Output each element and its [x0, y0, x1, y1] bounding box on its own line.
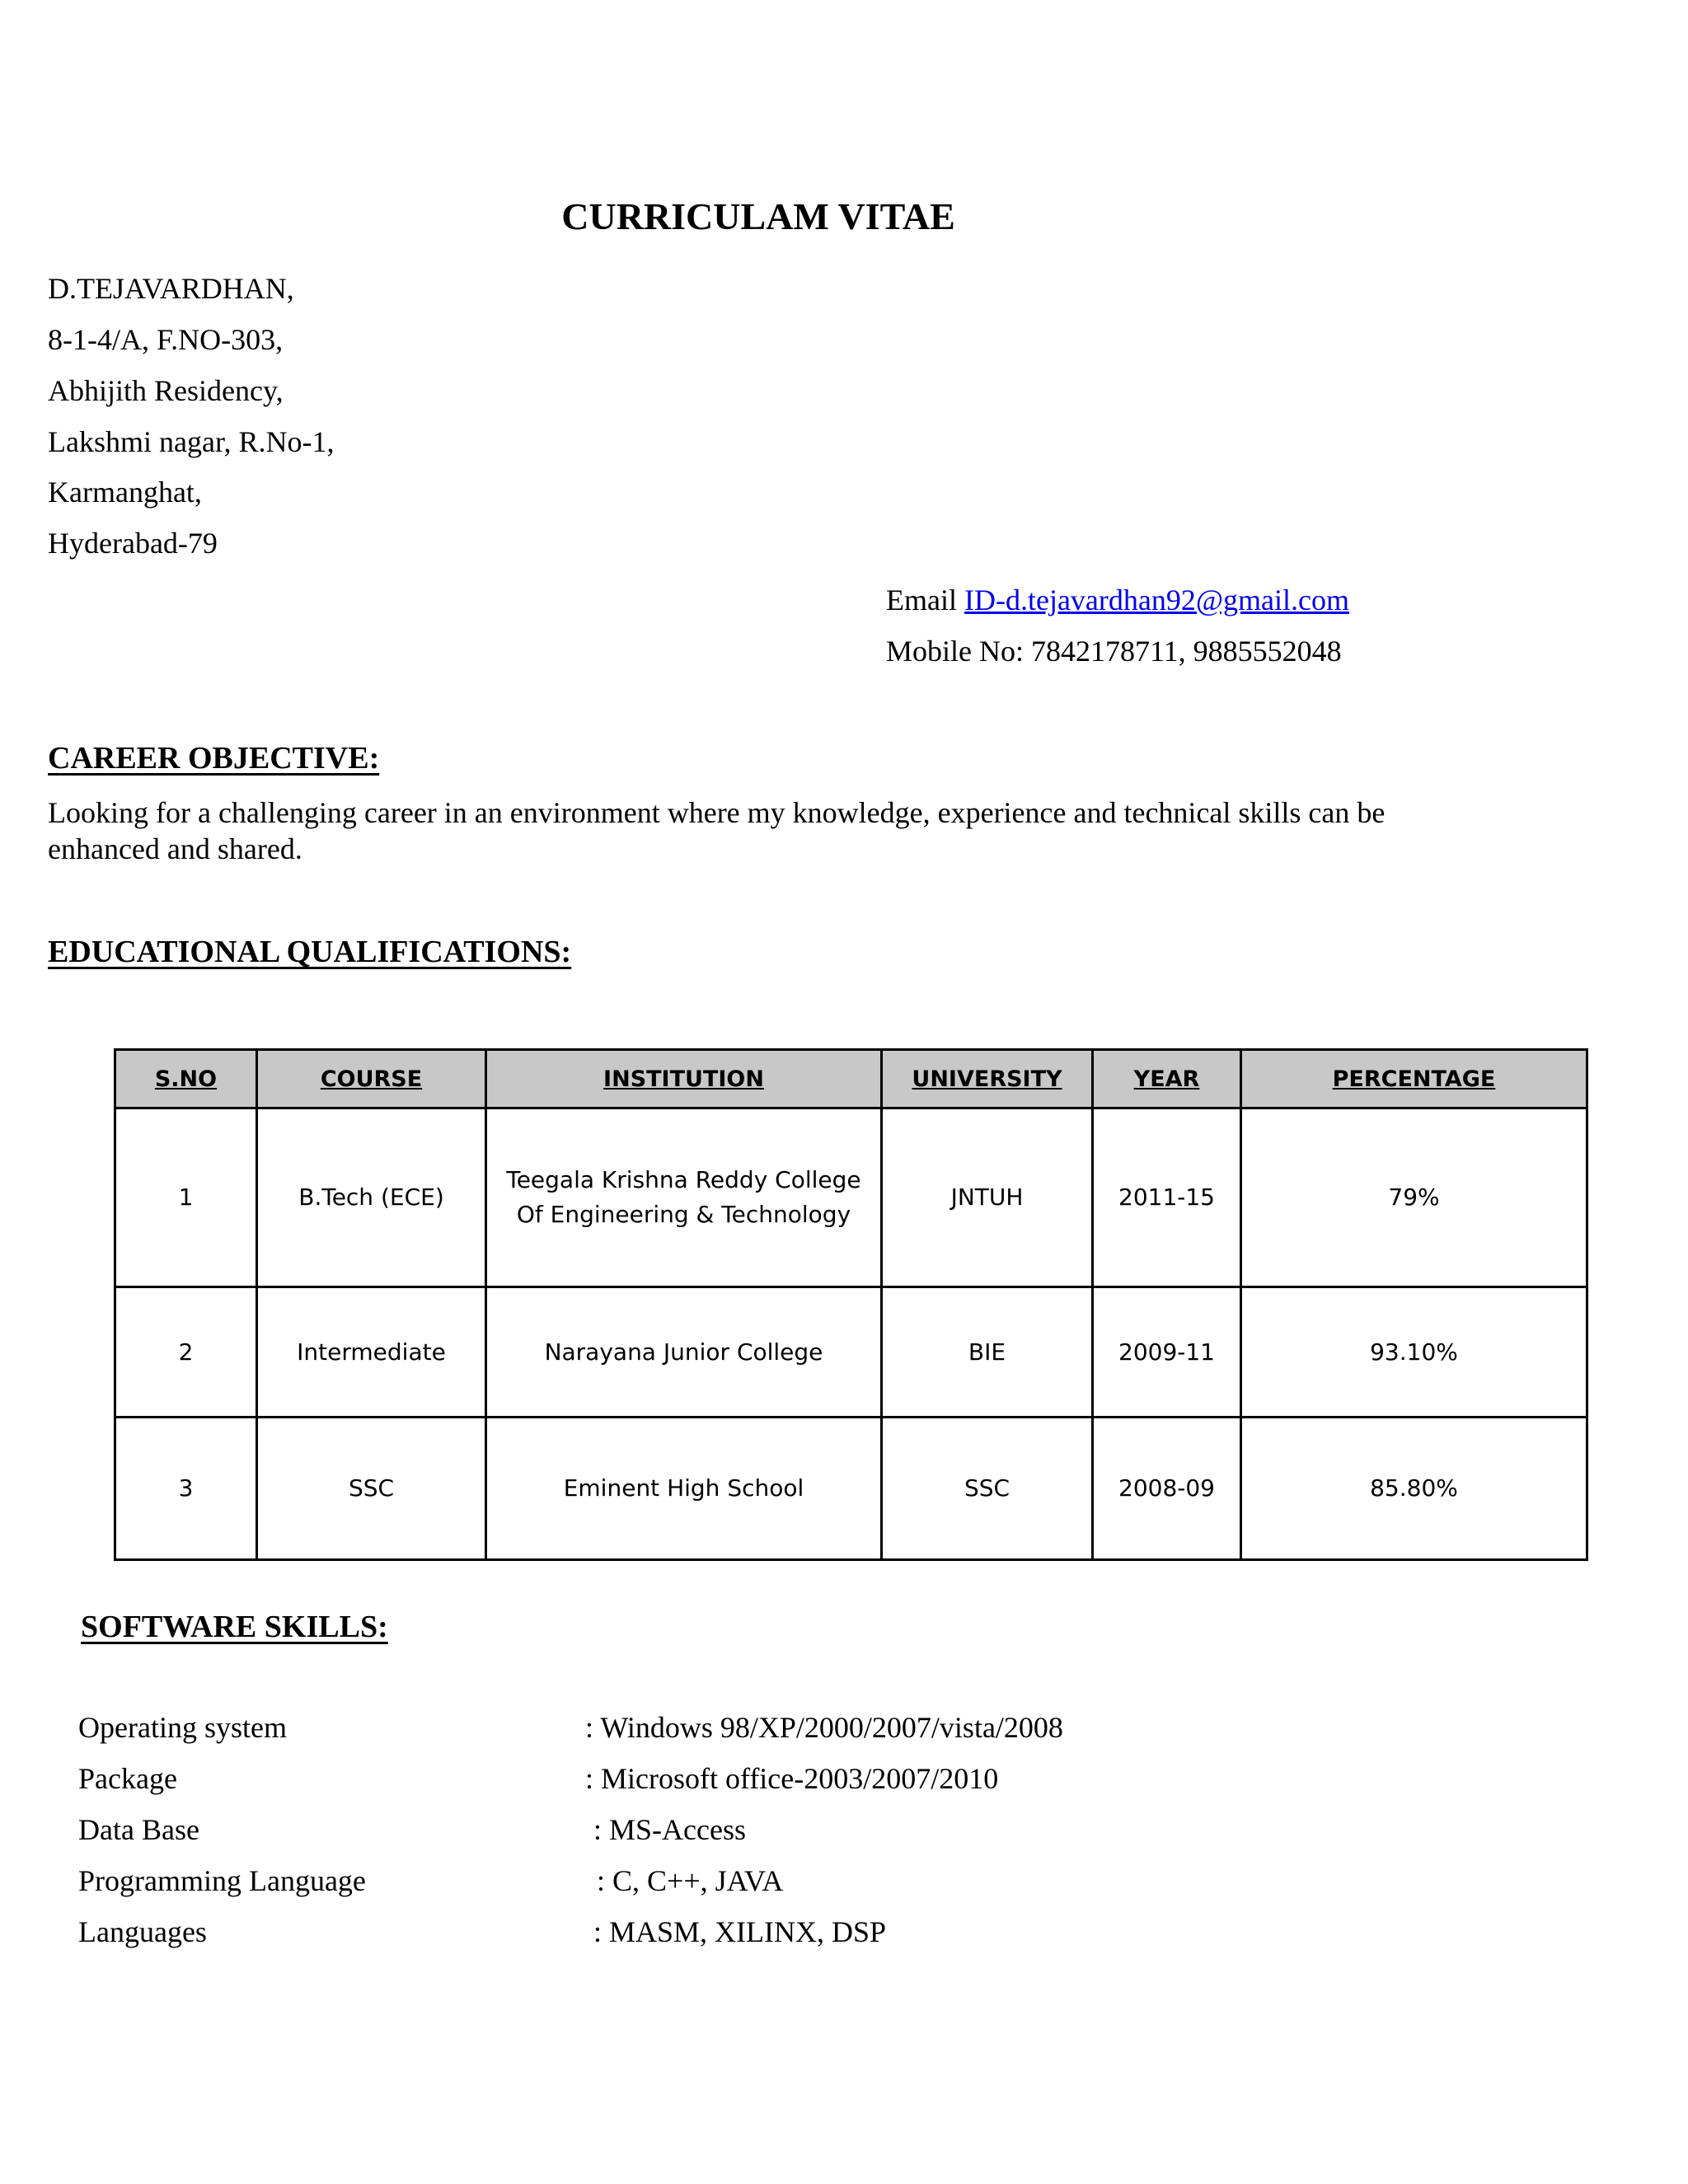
cell-university: SSC [882, 1418, 1093, 1560]
address-line-3: Lakshmi nagar, R.No-1, [48, 425, 335, 458]
cell-percentage: 79% [1241, 1108, 1587, 1287]
document-title: CURRICULAM VITAE [561, 195, 955, 237]
cell-year: 2009-11 [1093, 1287, 1241, 1418]
email-label: Email [886, 583, 964, 616]
col-header-institution: INSTITUTION [486, 1050, 882, 1108]
cell-sno: 2 [115, 1287, 257, 1418]
col-header-course: COURSE [257, 1050, 486, 1108]
skill-value-database: : MS-Access [593, 1813, 746, 1846]
skill-label-languages: Languages [78, 1915, 207, 1948]
cell-institution: Narayana Junior College [486, 1287, 882, 1418]
col-header-sno: S.NO [115, 1050, 257, 1108]
career-objective-text: Looking for a challenging career in an environment where my knowledge, experience and technical skills can be enhanced and shared. [48, 796, 1386, 865]
cell-institution [486, 1108, 882, 1287]
skill-label-database: Data Base [78, 1813, 199, 1846]
email-line [886, 583, 1349, 616]
cell-year: 2011-15 [1093, 1108, 1241, 1287]
address-line-5: Hyderabad-79 [48, 527, 218, 560]
skill-value-languages: : MASM, XILINX, DSP [593, 1915, 887, 1948]
candidate-name: D.TEJAVARDHAN, [48, 272, 294, 305]
cell-institution: Eminent High School [486, 1418, 882, 1560]
education-table [114, 1048, 1588, 1561]
skill-label-programming: Programming Language [78, 1864, 366, 1897]
table-row [115, 1108, 1587, 1287]
cell-sno: 3 [115, 1418, 257, 1560]
skill-label-package: Package [78, 1762, 177, 1795]
cell-course: Intermediate [257, 1287, 486, 1418]
skill-value-programming: : C, C++, JAVA [597, 1864, 784, 1897]
cell-university: JNTUH [882, 1108, 1093, 1287]
table-header-row [115, 1050, 1587, 1108]
cell-university: BIE [882, 1287, 1093, 1418]
cell-course: B.Tech (ECE) [257, 1108, 486, 1287]
cell-institution-line-2: Of Engineering & Technology [516, 1201, 851, 1228]
table-row [115, 1418, 1587, 1560]
cell-percentage: 85.80% [1241, 1418, 1587, 1560]
cell-course: SSC [257, 1418, 486, 1560]
address-line-4: Karmanghat, [48, 476, 202, 509]
email-link[interactable]: ID-d.tejavardhan92@gmail.com [964, 583, 1349, 616]
software-skills-heading: SOFTWARE SKILLS: [81, 1610, 388, 1644]
table-row [115, 1287, 1587, 1418]
col-header-university: UNIVERSITY [882, 1050, 1093, 1108]
cell-percentage: 93.10% [1241, 1287, 1587, 1418]
education-heading: EDUCATIONAL QUALIFICATIONS: [48, 935, 572, 969]
address-line-1: 8-1-4/A, F.NO-303, [48, 323, 284, 356]
skill-label-os: Operating system [78, 1711, 287, 1744]
career-objective-heading: CAREER OBJECTIVE: [48, 741, 380, 776]
cell-institution-line-1: Teegala Krishna Reddy College [506, 1166, 861, 1193]
skill-value-package: : Microsoft office-2003/2007/2010 [585, 1762, 999, 1795]
cell-year: 2008-09 [1093, 1418, 1241, 1560]
address-line-2: Abhijith Residency, [48, 374, 284, 407]
skill-value-os: : Windows 98/XP/2000/2007/vista/2008 [585, 1711, 1063, 1744]
col-header-percentage: PERCENTAGE [1241, 1050, 1587, 1108]
col-header-year: YEAR [1093, 1050, 1241, 1108]
cell-sno: 1 [115, 1108, 257, 1287]
mobile-line: Mobile No: 7842178711, 9885552048 [886, 635, 1342, 668]
